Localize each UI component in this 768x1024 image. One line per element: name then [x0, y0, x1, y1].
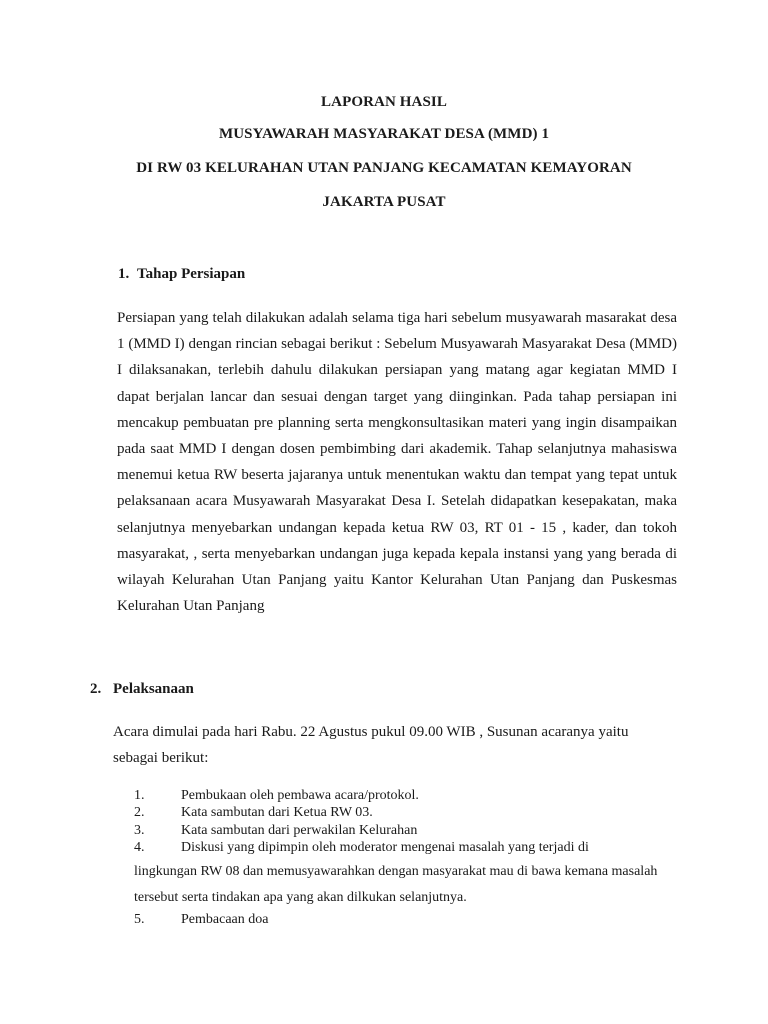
list-item-number: 2.	[134, 805, 145, 821]
list-item-number: 4.	[134, 839, 145, 855]
list-item-text: Pembacaan doa	[181, 912, 269, 928]
list-item	[134, 822, 694, 839]
section-2-heading	[90, 681, 194, 698]
list-item	[134, 787, 694, 804]
list-item-number: 1.	[134, 788, 145, 803]
list-item-text: Kata sambutan dari Ketua RW 03.	[181, 805, 373, 821]
list-item-text: Kata sambutan dari perwakilan Kelurahan	[181, 822, 418, 838]
report-title-line-4: JAKARTA PUSAT	[322, 194, 446, 210]
section-2-number: 2.	[90, 681, 102, 697]
report-title-line-3: DI RW 03 KELURAHAN UTAN PANJANG KECAMATAN KEMAYORAN	[136, 160, 632, 176]
section-1-title: Tahap Persiapan	[137, 266, 246, 282]
section-1-heading	[118, 266, 245, 283]
report-title-line-2: MUSYAWARAH MASYARAKAT DESA (MMD) 1	[218, 126, 550, 142]
section-2-intro: Acara dimulai pada hari Rabu. 22 Agustus pukul 09.00 WIB , Susunan acaranya yaitu sebagai berikut:	[113, 724, 629, 766]
agenda-list	[134, 787, 694, 928]
section-1-number: 1.	[118, 266, 130, 282]
section-2-title: Pelaksanaan	[113, 681, 194, 697]
list-item	[134, 911, 694, 928]
list-item-text: Pembukaan oleh pembawa acara/protokol.	[181, 788, 419, 803]
list-item-continuation: lingkungan RW 08 dan memusyawarahkan dengan masyarakat mau di bawa kemana masalah tersebut serta tindakan apa yang akan dilkukan selanjutnya.	[134, 864, 658, 906]
list-item-text: Diskusi yang dipimpin oleh moderator mengenai masalah yang terjadi di	[181, 839, 589, 855]
list-item	[134, 839, 694, 911]
list-item-number: 5.	[134, 912, 145, 928]
list-item-number: 3.	[134, 822, 145, 838]
section-1-body: Persiapan yang telah dilakukan adalah selama tiga hari sebelum musyawarah masarakat desa 1 (MMD I) dengan rincian sebagai berikut : Sebelum Musyawarah Masyarakat Desa (MMD) I dilaksanakan, terlebih dahulu dilakukan persiapan yang matang agar kegiatan MMD I dapat berjalan lancar dan sesuai dengan target yang diinginkan. Pada tahap persiapan ini mencakup pembuatan pre planning serta mengkonsultasikan materi yang ingin disampaikan pada saat MMD I dengan dosen pembimbing dari akademik. Tahap selanjutnya mahasiswa menemui ketua RW beserta jajaranya untuk menentukan waktu dan tempat yang tepat untuk pelaksanaan acara Musyawarah Masyarakat Desa I. Setelah didapatkan kesepakatan, maka selanjutnya menyebarkan undangan kepada ketua RW 03, RT 01 - 15 , kader, dan tokoh masyarakat, , serta menyebarkan undangan juga kepada kepala instansi yang yang berada di wilayah Kelurahan Utan Panjang yaitu Kantor Kelurahan Utan Panjang dan Puskesmas Kelurahan Utan Panjang	[117, 310, 677, 615]
list-item	[134, 804, 694, 821]
report-title-line-1: LAPORAN HASIL	[321, 94, 447, 110]
